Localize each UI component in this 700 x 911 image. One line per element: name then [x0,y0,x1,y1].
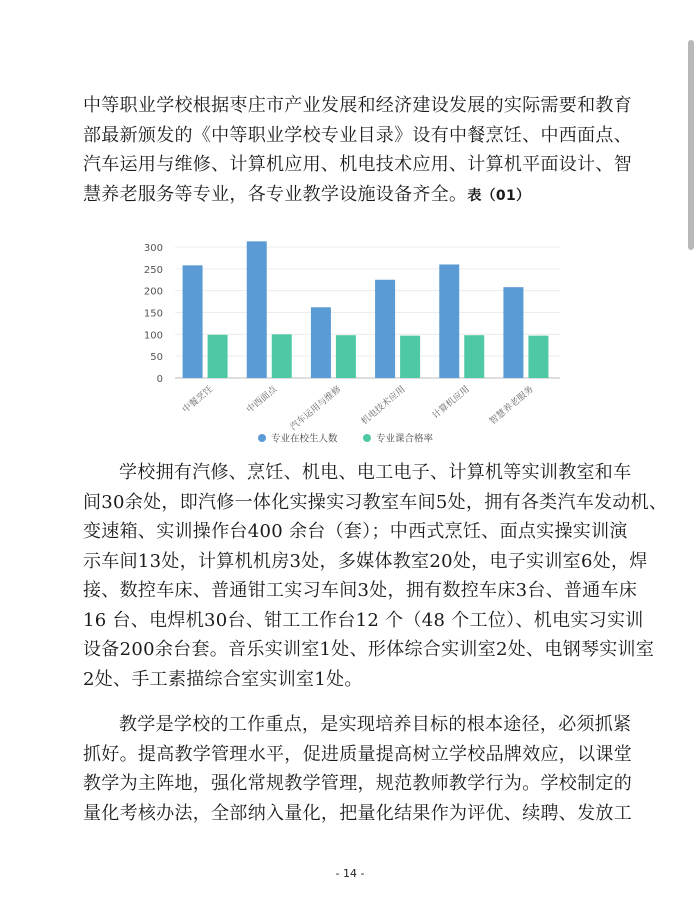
bar-students [375,280,395,378]
bar-pass-rate [336,335,356,378]
bar-students [311,307,331,378]
bar-pass-rate [272,334,292,378]
facilities-paragraph [83,458,668,694]
text-line: 间30余处，即汽修一体化实操实习教室车间5处，拥有各类汽车发动机、 [83,491,668,513]
legend-marker [363,434,371,442]
text-line: 设备200余台套。音乐实训室1处、形体综合实训室2处、电钢琴实训室 [83,639,655,660]
bar-pass-rate [208,335,228,378]
x-tick-label: 机电技术应用 [359,384,408,428]
bar-students [503,287,523,378]
y-tick-label: 0 [156,374,163,385]
y-tick-label: 300 [143,243,163,254]
text-line: 慧养老服务等专业，各专业教学设施设备齐全。表（01） [83,183,531,205]
text-line: 教学是学校的工作重点，是实现培养目标的根本途径，必须抓紧 [119,714,632,735]
text-line: 接、数控车床、普通钳工实习车间3处，拥有数控车床3台、普通车床 [83,580,638,601]
text-line: 汽车运用与维修、计算机应用、机电技术应用、计算机平面设计、智 [83,154,632,175]
text-line: 示车间13处，计算机机房3处，多媒体教室20处，电子实训室6处，焊 [83,550,648,572]
legend-label: 专业课合格率 [376,433,434,445]
page-number: - 14 - [335,867,365,880]
text-line: 中等职业学校根据枣庄市产业发展和经济建设发展的实际需要和教育 [83,95,632,116]
bar-pass-rate [528,336,548,378]
x-tick-label: 智慧养老服务 [488,384,536,428]
text-line: 2处、手工素描综合室实训室1处。 [83,668,363,690]
x-tick-label: 汽车运用与维修 [288,384,344,433]
table-reference: 表（01） [467,187,531,204]
text-line: 变速箱、实训操作台400 余台（套）；中西式烹饪、面点实操实训演 [83,521,628,542]
text-line: 学校拥有汽修、烹饪、机电、电工电子、计算机等实训教室和车 [119,462,632,483]
y-tick-label: 100 [143,330,163,342]
y-tick-label: 50 [150,352,163,364]
teaching-paragraph [83,710,643,828]
legend-label: 专业在校生人数 [271,433,338,445]
text-line: 部最新颁发的《中等职业学校专业目录》设有中餐烹饪、中西面点、 [83,124,632,146]
bar-pass-rate [400,336,420,378]
text-line: 16 台、电焊机30台、钳工工作台12 个（48 个工位）、机电实习实训 [83,609,644,631]
legend-marker [258,434,266,442]
bar-students [247,241,267,378]
text-line: 教学为主阵地，强化常规教学管理，规范教师教学行为。学校制定的 [83,773,632,794]
y-tick-label: 250 [143,264,163,276]
x-tick-label: 中餐烹饪 [180,384,216,416]
text-line: 量化考核办法，全部纳入量化，把量化结果作为评优、续聘、发放工 [83,802,632,824]
x-tick-label: 中西面点 [245,384,280,416]
x-tick-label: 计算机应用 [430,384,472,422]
y-tick-label: 150 [143,308,163,320]
bar-students [439,264,459,378]
y-tick-label: 200 [143,286,163,298]
bar-pass-rate [464,335,484,378]
bar-students [183,265,203,378]
text-line: 抓好。提高教学管理水平，促进质量提高树立学校品牌效应，以课堂 [83,743,632,765]
